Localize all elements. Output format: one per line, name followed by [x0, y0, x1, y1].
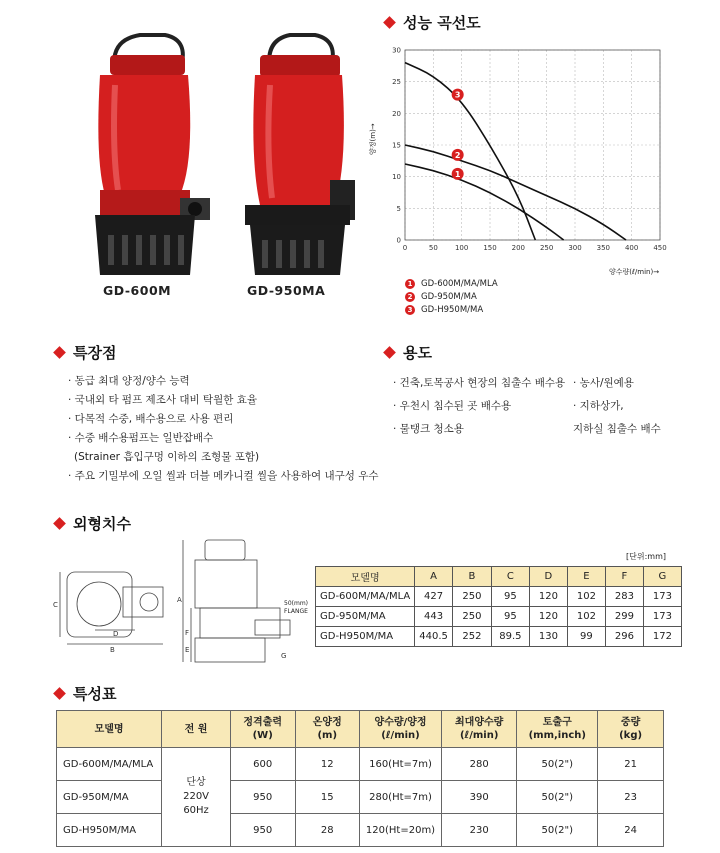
- dim-header: 모델명: [316, 567, 415, 587]
- spec-header-row: [57, 711, 664, 748]
- table-cell: 230: [441, 814, 516, 847]
- dimension-table: [315, 566, 682, 647]
- perf-legend: [405, 277, 498, 316]
- table-cell: 390: [441, 781, 516, 814]
- table-cell: 120(Ht=20m): [360, 814, 442, 847]
- features-title-text: 특장점: [73, 344, 117, 362]
- feature-item: · 주요 기밀부에 오일 씰과 더블 메카니컬 씰을 사용하여 내구성 우수: [68, 470, 379, 482]
- x-tick-label: 450: [653, 244, 667, 252]
- product-name-gd-950ma: GD-950MA: [247, 283, 326, 298]
- table-cell: 130: [529, 627, 567, 647]
- y-tick-label: 20: [392, 109, 401, 118]
- feature-item: · 국내외 타 펌프 제조사 대비 탁월한 효율: [68, 394, 257, 406]
- dim-header: F: [605, 567, 643, 587]
- dimension-header-row: [316, 567, 682, 587]
- table-cell: 427: [415, 587, 453, 607]
- diamond-icon: [53, 517, 66, 530]
- dim-header: G: [643, 567, 681, 587]
- spec-table: [56, 710, 664, 847]
- product-name-gd-600m: GD-600M: [103, 283, 172, 298]
- diamond-icon: [53, 346, 66, 359]
- table-cell: 15: [295, 781, 360, 814]
- spec-header: [162, 711, 231, 748]
- table-cell: 299: [605, 607, 643, 627]
- svg-text:G: G: [281, 652, 287, 660]
- spec-header-unit: (ℓ/min): [459, 730, 499, 741]
- table-cell: 280(Ht=7m): [360, 781, 442, 814]
- spec-header-label: 최대양수량: [455, 717, 504, 728]
- x-tick-label: 350: [596, 244, 611, 252]
- usage-item: · 지하상가,: [573, 400, 624, 412]
- legend-label-2: GD-950M/MA: [421, 291, 477, 302]
- spec-header-unit: (mm,inch): [528, 730, 586, 741]
- table-cell: 950: [230, 781, 295, 814]
- legend-label-3: GD-H950M/MA: [421, 304, 484, 315]
- dims-title: [55, 513, 131, 534]
- usage-item: · 물탱크 청소용: [393, 423, 464, 435]
- legend-item-2: [405, 290, 498, 303]
- legend-badge-1: 1: [405, 279, 415, 289]
- table-cell: 173: [643, 607, 681, 627]
- spec-header: [598, 711, 664, 748]
- table-cell: 95: [491, 607, 529, 627]
- table-cell: 102: [567, 587, 605, 607]
- spec-header-unit: (kg): [619, 730, 643, 741]
- y-tick-label: 10: [392, 173, 401, 182]
- table-cell: GD-H950M/MA: [57, 814, 162, 847]
- table-cell: 250: [452, 587, 491, 607]
- perf-y-label: 양정(m)→: [369, 123, 377, 155]
- spec-header-unit: (ℓ/min): [381, 730, 420, 741]
- spec-header-label: 전 원: [184, 723, 208, 735]
- table-row: [316, 587, 682, 607]
- table-cell: 99: [567, 627, 605, 647]
- usage-list-2: [573, 372, 661, 441]
- table-cell: 95: [491, 587, 529, 607]
- dim-header: B: [452, 567, 491, 587]
- perf-x-label: 양수량(ℓ/min)→: [609, 268, 660, 276]
- table-cell: GD-600M/MA/MLA: [57, 748, 162, 781]
- table-cell: GD-600M/MA/MLA: [316, 587, 415, 607]
- legend-badge-2: 2: [405, 292, 415, 302]
- dim-header: E: [567, 567, 605, 587]
- table-cell: 21: [598, 748, 664, 781]
- usage-title: [385, 342, 432, 363]
- x-tick-label: 200: [511, 244, 526, 252]
- table-cell: 12: [295, 748, 360, 781]
- table-cell: 24: [598, 814, 664, 847]
- legend-label-1: GD-600M/MA/MLA: [421, 278, 498, 289]
- table-cell: 50(2"): [517, 781, 598, 814]
- table-cell: 283: [605, 587, 643, 607]
- x-tick-label: 100: [454, 244, 469, 252]
- legend-item-1: [405, 277, 498, 290]
- series-line-3: [405, 63, 535, 240]
- table-cell: 280: [441, 748, 516, 781]
- diamond-icon: [383, 16, 396, 29]
- legend-badge-3: 3: [405, 305, 415, 315]
- table-cell: 89.5: [491, 627, 529, 647]
- spec-header: [360, 711, 442, 748]
- y-tick-label: 15: [392, 141, 401, 150]
- spec-header: [441, 711, 516, 748]
- table-cell: 120: [529, 607, 567, 627]
- table-cell: 440.5: [415, 627, 453, 647]
- spec-header-label: 중량: [620, 717, 641, 728]
- table-cell: 50(2"): [517, 748, 598, 781]
- table-row: [316, 607, 682, 627]
- power-cell: 단상 220V 60Hz: [162, 748, 231, 847]
- table-cell: 28: [295, 814, 360, 847]
- specs-title: [55, 683, 116, 704]
- spec-header-label: 토출구: [542, 717, 572, 728]
- feature-item: · 다목적 수중, 배수용으로 사용 편리: [68, 413, 234, 425]
- usage-item: · 우천시 침수된 곳 배수용: [393, 400, 512, 412]
- table-cell: GD-950M/MA: [316, 607, 415, 627]
- perf-chart: [380, 40, 675, 265]
- table-cell: 23: [598, 781, 664, 814]
- table-cell: GD-H950M/MA: [316, 627, 415, 647]
- table-cell: 50(2"): [517, 814, 598, 847]
- perf-curve-title: [385, 12, 481, 33]
- table-cell: 950: [230, 814, 295, 847]
- dim-header: D: [529, 567, 567, 587]
- table-cell: 600: [230, 748, 295, 781]
- series-badge-label-1: 1: [454, 169, 461, 179]
- svg-text:B: B: [110, 646, 115, 654]
- series-badge-label-2: 2: [454, 150, 461, 160]
- series-badge-label-3: 3: [454, 90, 461, 100]
- table-cell: 443: [415, 607, 453, 627]
- diamond-icon: [53, 687, 66, 700]
- product-image-gd-600m: [70, 30, 220, 275]
- y-tick-label: 30: [392, 46, 401, 55]
- table-cell: 160(Ht=7m): [360, 748, 442, 781]
- feature-item: · 수중 배수용펌프는 일반잡배수: [68, 432, 214, 444]
- flange-label-2: FLANGE: [284, 608, 308, 615]
- usage-list-1: [393, 372, 565, 441]
- table-cell: 252: [452, 627, 491, 647]
- x-tick-label: 400: [624, 244, 639, 252]
- product-image-gd-950ma: [230, 30, 370, 275]
- x-tick-label: 150: [483, 244, 497, 252]
- svg-text:A: A: [177, 596, 182, 604]
- x-tick-label: 0: [402, 244, 408, 252]
- usage-item: 지하실 침출수 배수: [573, 423, 661, 435]
- x-tick-label: 50: [428, 244, 438, 252]
- svg-text:F: F: [185, 629, 190, 637]
- dim-header: C: [491, 567, 529, 587]
- spec-header-label: 정격출력: [243, 717, 283, 728]
- spec-header-label: 온양정: [312, 717, 342, 728]
- dims-title-text: 외형치수: [73, 515, 131, 533]
- perf-curve-title-text: 성능 곡선도: [403, 14, 481, 32]
- y-tick-label: 5: [396, 204, 401, 213]
- svg-text:E: E: [185, 646, 190, 654]
- spec-header-label: 양수량/양정: [374, 717, 427, 728]
- usage-item: · 건축,토목공사 현장의 침출수 배수용: [393, 377, 566, 389]
- spec-header: [57, 711, 162, 748]
- feature-item: (Strainer 흡입구멍 이하의 조형물 포함): [74, 451, 260, 463]
- table-cell: 173: [643, 587, 681, 607]
- diamond-icon: [383, 346, 396, 359]
- x-tick-label: 300: [568, 244, 582, 252]
- feature-item: · 동급 최대 양정/양수 능력: [68, 375, 190, 387]
- table-row: [57, 781, 664, 814]
- table-cell: 296: [605, 627, 643, 647]
- features-title: [55, 342, 116, 363]
- features-list: [68, 372, 379, 486]
- series-line-1: [405, 164, 564, 240]
- dim-header: A: [415, 567, 453, 587]
- usage-item: · 농사/원예용: [573, 377, 634, 389]
- table-cell: 120: [529, 587, 567, 607]
- y-tick-label: 25: [392, 78, 401, 87]
- table-row: [57, 814, 664, 847]
- table-cell: 250: [452, 607, 491, 627]
- table-cell: 172: [643, 627, 681, 647]
- spec-header-label: 모델명: [94, 723, 124, 735]
- x-tick-label: 250: [539, 244, 554, 252]
- spec-header: [230, 711, 295, 748]
- spec-header: [517, 711, 598, 748]
- dimension-drawing: [55, 532, 315, 672]
- table-row: [316, 627, 682, 647]
- table-cell: 102: [567, 607, 605, 627]
- svg-text:C: C: [53, 601, 58, 609]
- specs-title-text: 특성표: [73, 685, 117, 703]
- spec-header: [295, 711, 360, 748]
- flange-label: 50(mm): [284, 600, 309, 607]
- legend-item-3: [405, 303, 498, 316]
- svg-text:D: D: [113, 630, 119, 638]
- spec-header-unit: (m): [317, 730, 338, 741]
- y-tick-label: 0: [396, 236, 401, 245]
- unit-label: [단위:mm]: [626, 552, 666, 561]
- table-cell: GD-950M/MA: [57, 781, 162, 814]
- table-row: [57, 748, 664, 781]
- spec-header-unit: (W): [252, 730, 273, 741]
- usage-title-text: 용도: [403, 344, 432, 362]
